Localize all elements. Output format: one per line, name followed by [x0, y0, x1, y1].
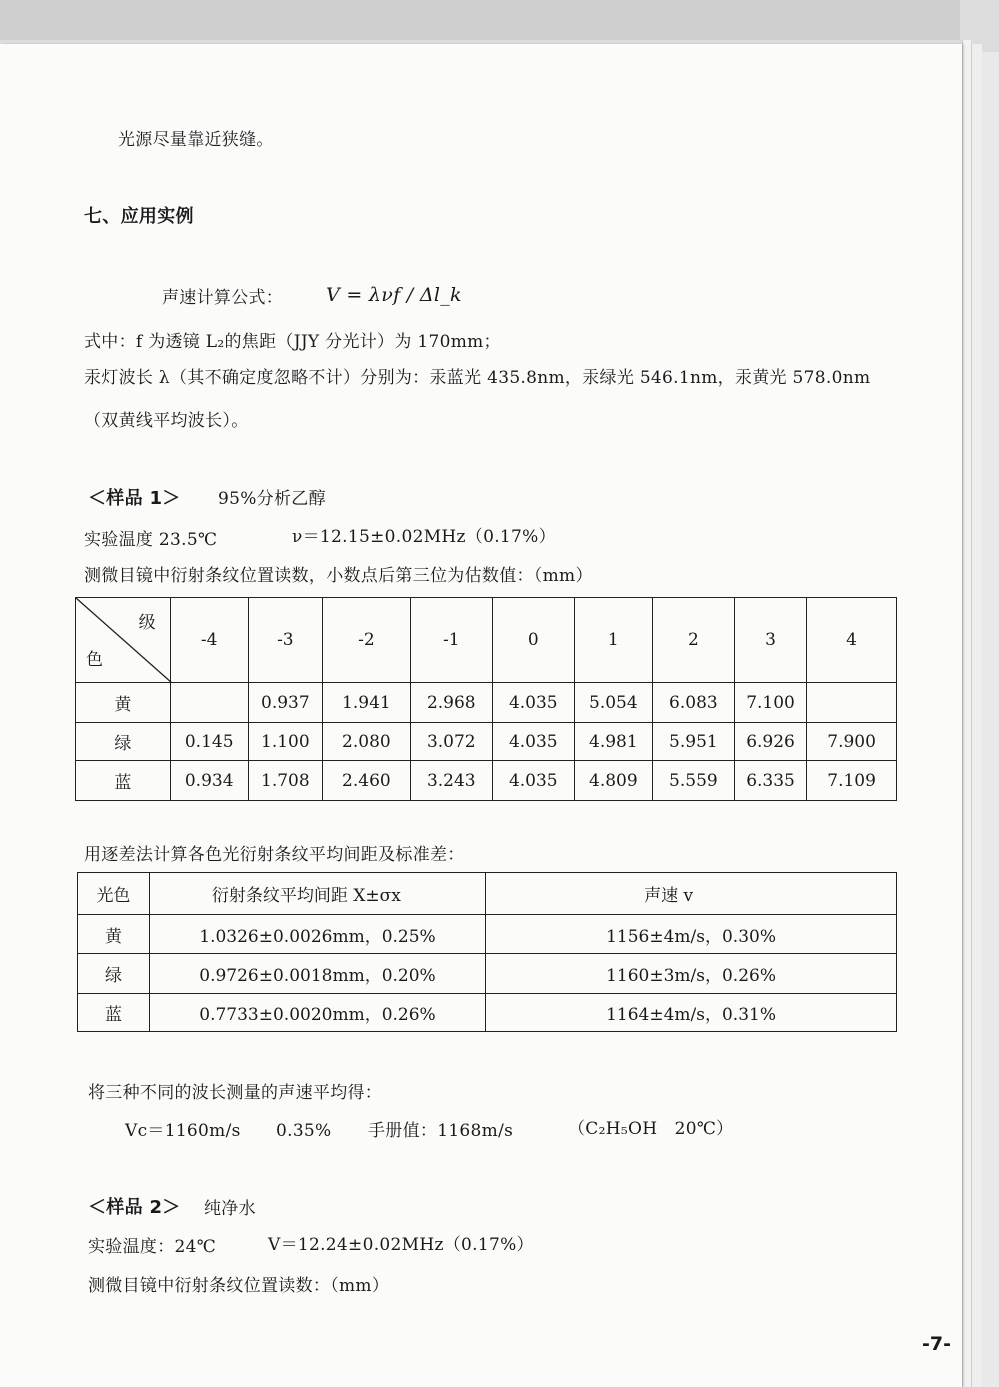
page-edge — [962, 40, 971, 1387]
sample2-name: 纯净水 — [204, 1199, 256, 1219]
spacing-cell: 0.9726±0.0018mm，0.20% — [149, 954, 485, 994]
value-cell: 2.460 — [322, 761, 410, 801]
value-cell: 4.035 — [492, 723, 574, 761]
scan-shadow — [0, 0, 960, 40]
color-cell: 绿 — [78, 954, 150, 994]
table-row — [76, 683, 897, 723]
sample2-frequency: V＝12.24±0.02MHz（0.17%） — [268, 1235, 534, 1255]
average-caption: 将三种不同的波长测量的声速平均得： — [88, 1083, 383, 1103]
order-header: -3 — [248, 598, 322, 683]
sample1-frequency: ν＝12.15±0.02MHz（0.17%） — [292, 527, 556, 547]
order-header: 3 — [734, 598, 806, 683]
value-cell: 0.145 — [170, 723, 248, 761]
order-header: 1 — [574, 598, 652, 683]
text-focal-length: 式中：f 为透镜 L₂的焦距（JJY 分光计）为 170mm； — [84, 332, 501, 352]
speed-cell: 1160±3m/s，0.26% — [486, 954, 897, 994]
value-cell: 1.708 — [248, 761, 322, 801]
header-spacing: 衍射条纹平均间距 X±σx — [149, 873, 485, 915]
sample1-name: 95%分析乙醇 — [218, 489, 326, 509]
color-cell: 蓝 — [78, 994, 150, 1032]
order-header: -2 — [322, 598, 410, 683]
table-header-row — [78, 873, 897, 915]
sample2-reading-caption: 测微目镜中衍射条纹位置读数：（mm） — [88, 1276, 390, 1296]
value-cell: 4.035 — [492, 761, 574, 801]
color-cell: 黄 — [76, 683, 171, 723]
value-cell: 2.968 — [410, 683, 492, 723]
value-cell: 3.072 — [410, 723, 492, 761]
spacing-cell: 0.7733±0.0020mm，0.26% — [149, 994, 485, 1032]
page-edge — [971, 44, 982, 1387]
header-color: 光色 — [78, 873, 150, 915]
corner-label-order: 级 — [138, 613, 156, 633]
value-cell: 1.941 — [322, 683, 410, 723]
average-speed: Vc＝1160m/s — [125, 1121, 241, 1141]
table-row — [78, 994, 897, 1032]
order-header: 0 — [492, 598, 574, 683]
value-cell: 3.243 — [410, 761, 492, 801]
order-header: 2 — [652, 598, 734, 683]
header-sound-speed: 声速 v — [486, 873, 897, 915]
corner-diagonal — [76, 598, 172, 683]
order-header: 4 — [807, 598, 897, 683]
color-cell: 蓝 — [76, 761, 171, 801]
value-cell: 5.951 — [652, 723, 734, 761]
average-speed-percent: 0.35% — [276, 1121, 332, 1141]
value-cell: 6.926 — [734, 723, 806, 761]
value-cell: 5.559 — [652, 761, 734, 801]
color-cell: 黄 — [78, 915, 150, 954]
table-row — [78, 915, 897, 954]
table-header-row — [76, 598, 897, 683]
spacing-cell: 1.0326±0.0026mm，0.25% — [149, 915, 485, 954]
text-wavelength-2: （双黄线平均波长）。 — [84, 411, 249, 431]
calc-caption: 用逐差法计算各色光衍射条纹平均间距及标准差： — [84, 845, 465, 865]
value-cell: 6.335 — [734, 761, 806, 801]
value-cell: 4.981 — [574, 723, 652, 761]
text-wavelength-1: 汞灯波长 λ（其不确定度忽略不计）分别为：汞蓝光 435.8nm，汞绿光 546.1nm，汞黄光 578.0nm — [84, 368, 871, 388]
speed-cell: 1164±4m/s，0.31% — [486, 994, 897, 1032]
corner-label-color: 色 — [86, 650, 103, 670]
sample1-temperature: 实验温度 23.5℃ — [84, 530, 218, 550]
page-number: -7- — [922, 1333, 951, 1355]
value-cell: 0.937 — [248, 683, 322, 723]
formula: V = λνf / Δl_k — [326, 284, 462, 306]
value-cell: 4.809 — [574, 761, 652, 801]
value-cell: 5.054 — [574, 683, 652, 723]
text-light-source: 光源尽量靠近狭缝。 — [118, 130, 274, 150]
value-cell: 2.080 — [322, 723, 410, 761]
value-cell: 6.083 — [652, 683, 734, 723]
table-row — [76, 761, 897, 801]
table-corner-cell — [76, 598, 171, 683]
value-cell — [807, 683, 897, 723]
value-cell — [170, 683, 248, 723]
sample2-title: ＜样品 2＞ — [88, 1197, 181, 1218]
value-cell: 4.035 — [492, 683, 574, 723]
sample1-title: ＜样品 1＞ — [88, 488, 181, 509]
value-cell: 1.100 — [248, 723, 322, 761]
diffraction-position-table — [75, 597, 897, 801]
average-spacing-table — [77, 872, 897, 1032]
value-cell: 0.934 — [170, 761, 248, 801]
color-cell: 绿 — [76, 723, 171, 761]
handbook-value: 手册值：1168m/s — [368, 1121, 514, 1141]
table-row — [76, 723, 897, 761]
value-cell: 7.109 — [807, 761, 897, 801]
speed-cell: 1156±4m/s，0.30% — [486, 915, 897, 954]
table-row — [78, 954, 897, 994]
section-title: 七、应用实例 — [84, 206, 194, 227]
order-header: -4 — [170, 598, 248, 683]
sample1-reading-caption: 测微目镜中衍射条纹位置读数，小数点后第三位为估数值：（mm） — [84, 566, 593, 586]
formula-label: 声速计算公式： — [162, 288, 284, 308]
value-cell: 7.900 — [807, 723, 897, 761]
handbook-reference: （C₂H₅OH 20℃） — [568, 1119, 734, 1139]
sample2-temperature: 实验温度：24℃ — [88, 1237, 217, 1257]
order-header: -1 — [410, 598, 492, 683]
value-cell: 7.100 — [734, 683, 806, 723]
